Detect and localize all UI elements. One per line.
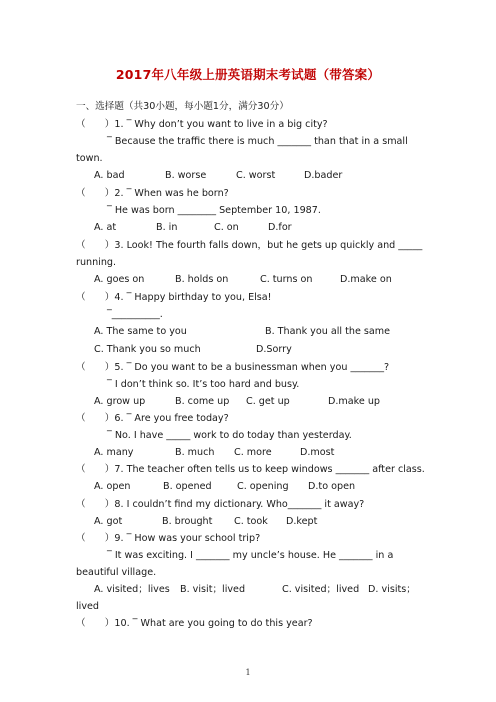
option-a: A. The same to you bbox=[94, 326, 187, 337]
option-b: B. opened bbox=[163, 481, 212, 492]
option-b: B. Thank you all the same bbox=[265, 326, 391, 337]
option-a: A. grow up bbox=[94, 396, 146, 407]
option-c: C. more bbox=[234, 447, 272, 458]
option-a: A. visited；lives bbox=[94, 584, 170, 595]
option-a: A. goes on bbox=[94, 274, 145, 285]
question-5-stem: （ ）5. ‾ Do you want to be a businessman when you _______? bbox=[76, 362, 390, 373]
question-2-stem: （ ）2. ‾ When was he born? bbox=[76, 188, 229, 199]
option-c: C. Thank you so much bbox=[94, 344, 201, 355]
option-d: D.bader bbox=[304, 170, 343, 181]
question-6-stem: （ ）6. ‾ Are you free today? bbox=[76, 413, 229, 424]
question-1-stem: （ ）1. ‾ Why don’t you want to live in a big city? bbox=[76, 119, 328, 130]
option-d: D.make up bbox=[328, 396, 380, 407]
option-d: D.kept bbox=[286, 516, 318, 527]
question-4-reply: ‾__________. bbox=[107, 309, 163, 320]
option-d: D.Sorry bbox=[256, 344, 292, 355]
option-a: A. at bbox=[94, 222, 117, 233]
section-heading: 一、选择题（共30小题，每小题1分，满分30分） bbox=[76, 101, 289, 112]
option-d: D. visits； bbox=[368, 584, 416, 595]
question-1-reply: ‾ Because the traffic there is much _______ than that in a small bbox=[107, 136, 408, 147]
question-9-reply: ‾ It was exciting. I _______ my uncle’s house. He _______ in a bbox=[107, 550, 394, 561]
question-6-reply: ‾ No. I have _____ work to do today than yesterday. bbox=[107, 430, 352, 441]
option-a: A. bad bbox=[94, 170, 125, 181]
option-c: C. on bbox=[214, 222, 239, 233]
question-4-stem: （ ）4. ‾ Happy birthday to you, Elsa! bbox=[76, 292, 272, 303]
option-b: B. visit；lived bbox=[180, 584, 246, 595]
option-a: A. many bbox=[94, 447, 134, 458]
question-9-reply-cont: beautiful village. bbox=[76, 567, 157, 578]
question-7-stem: （ ）7. The teacher often tells us to keep windows _______ after class. bbox=[76, 464, 425, 475]
option-b: B. come up bbox=[175, 396, 230, 407]
question-9-stem: （ ）9. ‾ How was your school trip? bbox=[76, 533, 261, 544]
option-b: B. in bbox=[156, 222, 178, 233]
option-c: C. get up bbox=[246, 396, 290, 407]
question-3-stem: （ ）3. Look! The fourth falls down，but he gets up quickly and _____ bbox=[76, 240, 423, 251]
option-b: B. much bbox=[175, 447, 215, 458]
option-a: A. open bbox=[94, 481, 131, 492]
question-2-reply: ‾ He was born ________ September 10, 1987. bbox=[107, 205, 321, 216]
page-title: 2017年八年级上册英语期末考试题（带答案） bbox=[115, 67, 381, 82]
option-d: D.for bbox=[268, 222, 292, 233]
option-c: C. opening bbox=[237, 481, 289, 492]
option-b: B. holds on bbox=[175, 274, 229, 285]
question-1-reply-cont: town. bbox=[76, 153, 103, 164]
option-a: A. got bbox=[94, 516, 123, 527]
option-d: D.make on bbox=[340, 274, 392, 285]
page-number: 1 bbox=[245, 668, 251, 677]
question-10-stem: （ ）10. ‾ What are you going to do this year? bbox=[76, 618, 313, 629]
option-c: C. worst bbox=[236, 170, 276, 181]
question-3-stem-cont: running. bbox=[76, 257, 117, 268]
option-c: C. visited；lived bbox=[282, 584, 360, 595]
option-d: D.to open bbox=[308, 481, 356, 492]
option-b: B. worse bbox=[165, 170, 207, 181]
option-c: C. took bbox=[234, 516, 268, 527]
option-b: B. brought bbox=[162, 516, 213, 527]
question-5-reply: ‾ I don’t think so. It’s too hard and busy. bbox=[107, 379, 300, 390]
question-9-options-cont: lived bbox=[76, 601, 100, 612]
option-c: C. turns on bbox=[260, 274, 313, 285]
option-d: D.most bbox=[300, 447, 335, 458]
question-8-stem: （ ）8. I couldn’t find my dictionary. Who_______ it away? bbox=[76, 499, 365, 510]
